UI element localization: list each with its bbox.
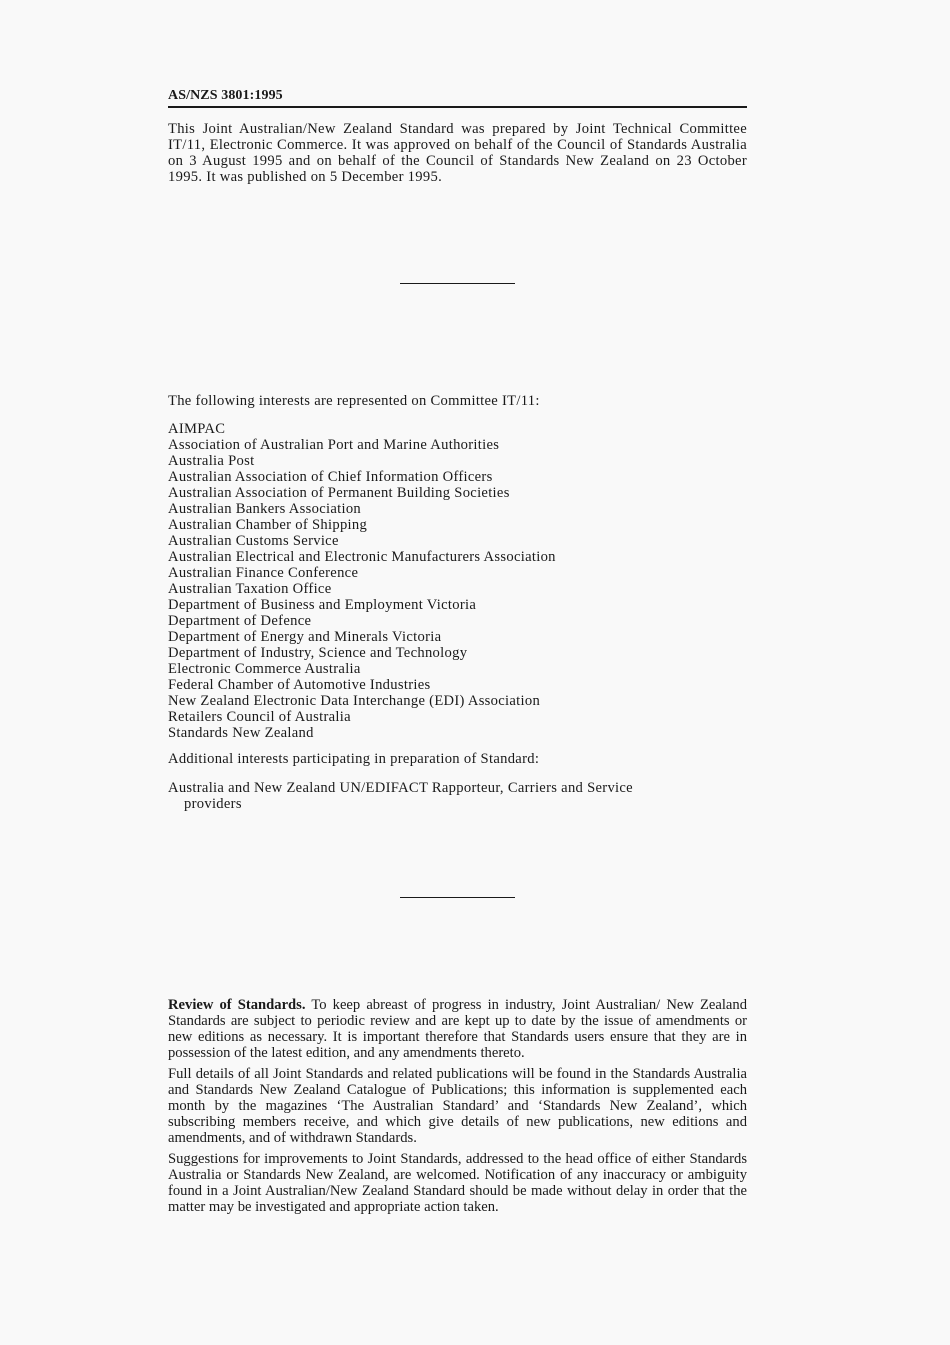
additional-interest-item xyxy=(168,780,747,812)
list-item: Standards New Zealand xyxy=(168,725,314,741)
review-paragraph-3: Suggestions for improvements to Joint Standards, addressed to the head office of either Standards Australia or Standards New Zealand, are welcomed. Notification of any inaccuracy or ambiguity found in a Joint Australian/New Zealand Standard should be made without delay in order that the matter may be investigated and appropriate action taken. xyxy=(168,1151,747,1215)
committee-intro: The following interests are represented on Committee IT/11: xyxy=(168,393,540,409)
committee-member-list xyxy=(168,421,556,741)
list-item: Australian Association of Permanent Building Societies xyxy=(168,485,510,501)
list-item: Department of Industry, Science and Technology xyxy=(168,645,468,661)
review-paragraph-1 xyxy=(168,997,747,1061)
header-rule xyxy=(168,106,747,108)
list-item: Australian Association of Chief Information Officers xyxy=(168,469,493,485)
list-item: Australian Chamber of Shipping xyxy=(168,517,368,533)
list-item: Electronic Commerce Australia xyxy=(168,661,361,677)
list-item: Association of Australian Port and Marine Authorities xyxy=(168,437,500,453)
list-item: Australian Finance Conference xyxy=(168,565,359,581)
list-item: Australian Electrical and Electronic Manufacturers Association xyxy=(168,549,556,565)
list-item: AIMPAC xyxy=(168,421,226,437)
additional-item-line2: providers xyxy=(184,796,242,812)
list-item: New Zealand Electronic Data Interchange (EDI) Association xyxy=(168,693,541,709)
list-item: Department of Energy and Minerals Victoria xyxy=(168,629,442,645)
additional-interests-intro: Additional interests participating in preparation of Standard: xyxy=(168,751,540,767)
list-item: Retailers Council of Australia xyxy=(168,709,351,725)
list-item: Australian Taxation Office xyxy=(168,581,332,597)
additional-item-line1: Australia and New Zealand UN/EDIFACT Rapporteur, Carriers and Service xyxy=(168,780,633,796)
section-divider xyxy=(400,283,515,284)
review-heading: Review of Standards. xyxy=(168,997,306,1013)
section-divider xyxy=(400,897,515,898)
intro-paragraph: This Joint Australian/New Zealand Standard was prepared by Joint Technical Committee IT/11, Electronic Commerce. It was approved on behalf of the Council of Standards Australia on 3 August 1995 and on behalf of the Council of Standards New Zealand on 23 October 1995. It was published on 5 December 1995. xyxy=(168,121,747,185)
review-section xyxy=(168,997,747,1220)
review-paragraph-2: Full details of all Joint Standards and related publications will be found in the Standards Australia and Standards New Zealand Catalogue of Publications; this information is supplemented each month by the magazines ‘The Australian Standard’ and ‘Standards New Zealand’, which subscribing members receive, and which give details of new publications, new editions and amendments, and of withdrawn Standards. xyxy=(168,1066,747,1146)
list-item: Department of Business and Employment Victoria xyxy=(168,597,477,613)
list-item: Australia Post xyxy=(168,453,255,469)
list-item: Federal Chamber of Automotive Industries xyxy=(168,677,431,693)
list-item: Australian Customs Service xyxy=(168,533,339,549)
list-item: Australian Bankers Association xyxy=(168,501,362,517)
review-paragraph-1-text: To keep abreast of progress in industry, Joint Australian/ New Zealand Standards are subject to periodic review and are kept up to date by the issue of amendments or new editions as necessary. It is important therefore that Standards users ensure that they are in possession of the latest edition, and any amendments thereto. xyxy=(168,997,747,1061)
standard-code: AS/NZS 3801:1995 xyxy=(168,88,283,103)
list-item: Department of Defence xyxy=(168,613,312,629)
